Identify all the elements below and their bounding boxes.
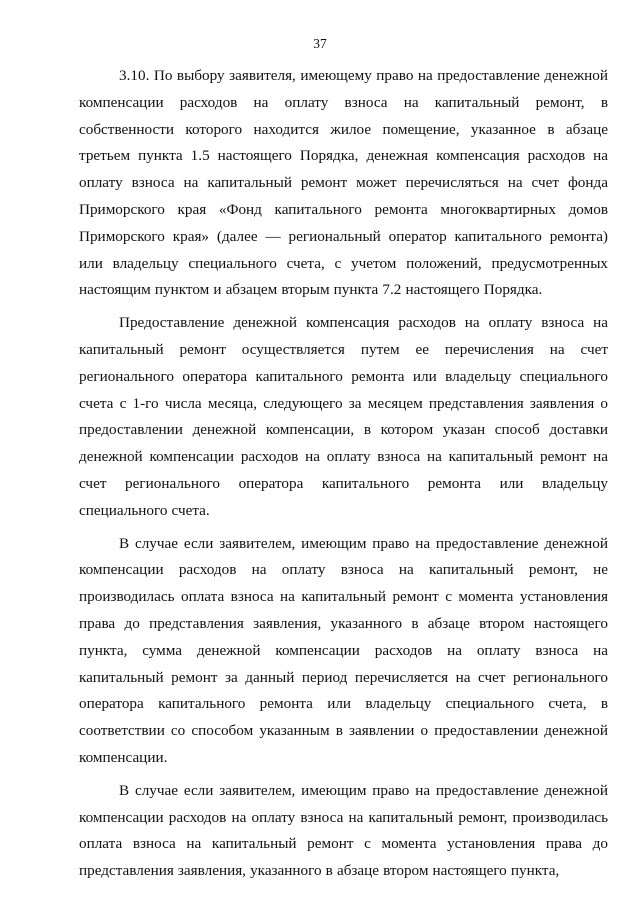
document-body xyxy=(79,63,608,891)
page-number: 37 xyxy=(313,36,327,51)
paragraph-payment-made-case: В случае если заявителем, имеющим право на предоставление денежной компенсации расходов на оплату взноса на капитальный ремонт, производилась оплата взноса на капитальный ремонт с момента установления права до представления заявления, указанного в абзаце втором настоящего пункта, xyxy=(79,781,608,880)
paragraph-compensation-transfer: Предоставление денежной компенсация расходов на оплату взноса на капитальный ремонт осуществляется путем ее перечисления на счет регионального оператора капитального ремонта или владельцу специального счета с 1-го числа месяца, следующего за месяцем представления заявления о предоставлении денежной компенсации, в котором указан способ доставки денежной компенсации расходов на оплату взноса на капитальный ремонт на счет регионального оператора капитального ремонта или владельцу специального счета. xyxy=(79,314,608,519)
paragraph-3-10: 3.10. По выбору заявителя, имеющему право на предоставление денежной компенсации расходов на оплату взноса на капитальный ремонт, в собственности которого находится жилое помещение, указанное в абзаце третьем пункта 1.5 настоящего Порядка, денежная компенсация расходов на оплату взноса на капитальный ремонт может перечисляться на счет фонда Приморского края «Фонд капитального ремонта многоквартирных домов Приморского края» (далее — региональный оператор капитального ремонта) или владельцу специального счета, с учетом положений, предусмотренных настоящим пунктом и абзацем вторым пункта 7.2 настоящего Порядка. xyxy=(79,67,608,299)
paragraph-no-payment-case: В случае если заявителем, имеющим право на предоставление денежной компенсации расходов на оплату взноса на капитальный ремонт, не производилась оплата взноса на капитальный ремонт с момента установления права до представления заявления, указанного в абзаце втором настоящего пункта, сумма денежной компенсации расходов на оплату взноса на капитальный ремонт за данный период перечисляется на счет регионального оператора капитального ремонта или владельцу специального счета, в соответствии со способом указанным в заявлении о предоставлении денежной компенсации. xyxy=(79,534,608,766)
